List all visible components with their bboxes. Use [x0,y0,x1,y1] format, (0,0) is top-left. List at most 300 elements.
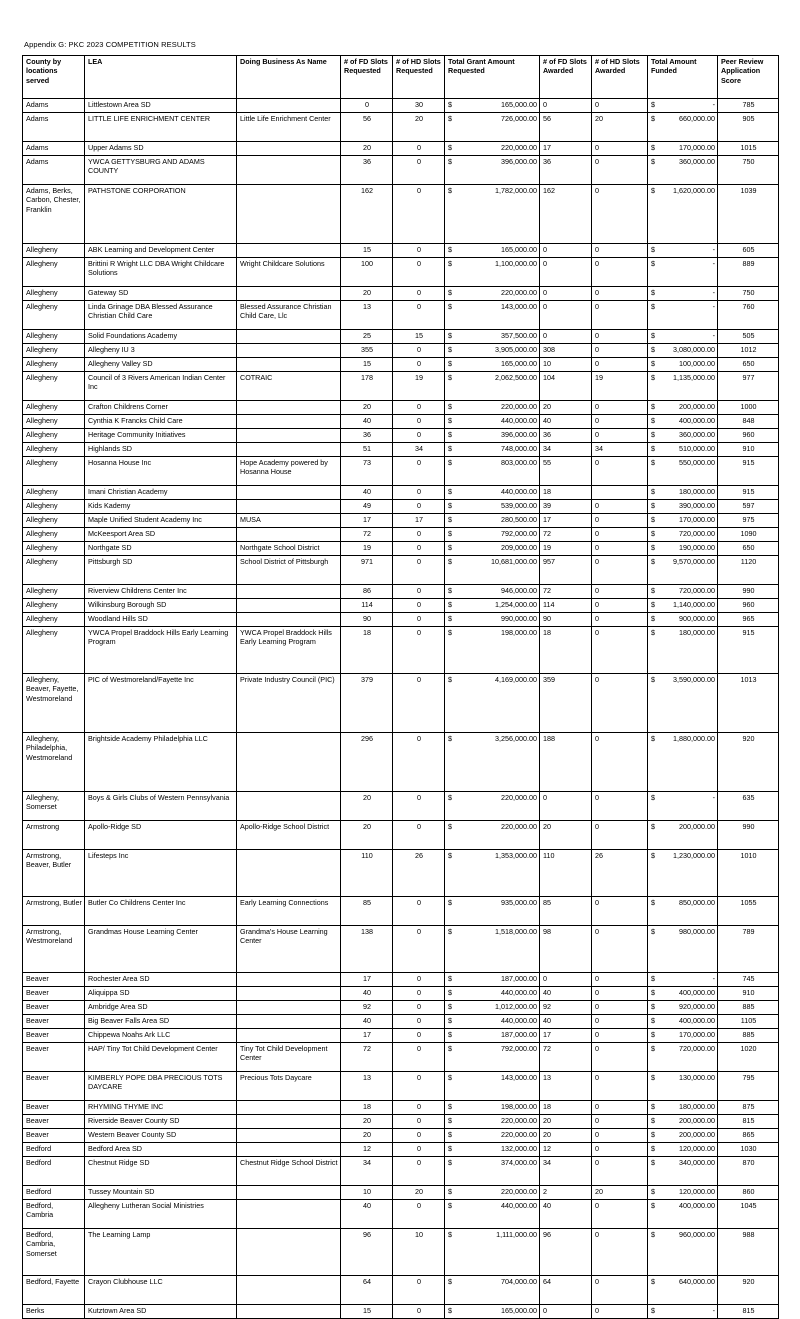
cell-total-amount-funded: $ 120,000.00 [648,1143,718,1157]
cell-fd-slots-requested: 49 [341,500,393,514]
cell-hd-slots-awarded: 0 [592,500,648,514]
cell-total-grant-requested: $ 792,000.00 [445,528,540,542]
cell-peer-review-score: 965 [718,613,779,627]
cell-hd-slots-awarded: 0 [592,244,648,258]
cell-hd-slots-awarded: 0 [592,733,648,792]
cell-lea: Brittini R Wright LLC DBA Wright Childcare Solutions [85,258,237,287]
cell-fd-slots-requested: 110 [341,850,393,897]
table-row [23,500,779,514]
cell-lea: Solid Foundations Academy [85,330,237,344]
cell-fd-slots-requested: 17 [341,973,393,987]
cell-lea: Allegheny Lutheran Social Ministries [85,1200,237,1229]
cell-fd-slots-awarded: 18 [540,627,592,674]
cell-peer-review-score: 865 [718,1129,779,1143]
cell-total-grant-requested: $ 220,000.00 [445,401,540,415]
cell-hd-slots-awarded: 0 [592,542,648,556]
cell-county: Beaver [23,1015,85,1029]
cell-county: Allegheny [23,301,85,330]
table-row [23,733,779,792]
cell-peer-review-score: 990 [718,821,779,850]
cell-lea: LITTLE LIFE ENRICHMENT CENTER [85,113,237,142]
cell-county: Allegheny, Somerset [23,792,85,821]
column-header-hd-slots-requested: # of HD Slots Requested [393,56,445,99]
cell-total-grant-requested: $ 10,681,000.00 [445,556,540,585]
cell-fd-slots-requested: 20 [341,1129,393,1143]
cell-peer-review-score: 505 [718,330,779,344]
cell-lea: Butler Co Childrens Center Inc [85,897,237,926]
cell-peer-review-score: 920 [718,1276,779,1305]
cell-county: Allegheny [23,585,85,599]
cell-fd-slots-awarded: 40 [540,1200,592,1229]
cell-hd-slots-awarded: 0 [592,1101,648,1115]
cell-county: Beaver [23,1043,85,1072]
cell-fd-slots-awarded: 17 [540,1029,592,1043]
table-row [23,185,779,244]
cell-fd-slots-awarded: 162 [540,185,592,244]
cell-fd-slots-requested: 13 [341,1072,393,1101]
cell-peer-review-score: 815 [718,1305,779,1319]
cell-total-amount-funded: $ 170,000.00 [648,1029,718,1043]
cell-dba [237,486,341,500]
cell-total-grant-requested: $ 280,500.00 [445,514,540,528]
cell-dba [237,613,341,627]
cell-dba [237,500,341,514]
cell-hd-slots-awarded: 0 [592,1115,648,1129]
cell-dba [237,1101,341,1115]
cell-county: Beaver [23,987,85,1001]
cell-fd-slots-awarded: 104 [540,372,592,401]
cell-hd-slots-awarded: 0 [592,792,648,821]
cell-dba: Private Industry Council (PIC) [237,674,341,733]
cell-total-grant-requested: $ 440,000.00 [445,1200,540,1229]
cell-lea: Chestnut Ridge SD [85,1157,237,1186]
cell-total-amount-funded: $ 720,000.00 [648,528,718,542]
table-row [23,926,779,973]
cell-fd-slots-awarded: 20 [540,1115,592,1129]
cell-dba [237,973,341,987]
cell-total-grant-requested: $ 374,000.00 [445,1157,540,1186]
table-row [23,443,779,457]
cell-total-amount-funded: $ 120,000.00 [648,1186,718,1200]
cell-total-amount-funded: $ - [648,330,718,344]
cell-fd-slots-awarded: 12 [540,1143,592,1157]
cell-peer-review-score: 848 [718,415,779,429]
cell-peer-review-score: 1055 [718,897,779,926]
cell-hd-slots-awarded: 0 [592,1229,648,1276]
cell-total-grant-requested: $ 726,000.00 [445,113,540,142]
cell-hd-slots-requested: 0 [393,599,445,613]
cell-total-grant-requested: $ 220,000.00 [445,1186,540,1200]
cell-total-grant-requested: $ 220,000.00 [445,1129,540,1143]
cell-total-amount-funded: $ 960,000.00 [648,1229,718,1276]
table-row [23,528,779,542]
cell-total-amount-funded: $ - [648,792,718,821]
cell-lea: Riverside Beaver County SD [85,1115,237,1129]
cell-dba [237,1015,341,1029]
cell-total-amount-funded: $ 180,000.00 [648,627,718,674]
cell-hd-slots-awarded: 20 [592,1186,648,1200]
cell-county: Allegheny [23,514,85,528]
table-row [23,556,779,585]
cell-total-amount-funded: $ 170,000.00 [648,142,718,156]
cell-hd-slots-awarded: 0 [592,1015,648,1029]
cell-peer-review-score: 915 [718,627,779,674]
cell-dba [237,1186,341,1200]
cell-hd-slots-requested: 20 [393,1186,445,1200]
cell-total-amount-funded: $ 640,000.00 [648,1276,718,1305]
cell-dba: Blessed Assurance Christian Child Care, Llc [237,301,341,330]
cell-fd-slots-requested: 40 [341,1200,393,1229]
cell-hd-slots-awarded: 0 [592,330,648,344]
cell-county: Allegheny [23,457,85,486]
cell-hd-slots-awarded: 0 [592,1029,648,1043]
table-row [23,627,779,674]
cell-hd-slots-requested: 0 [393,301,445,330]
cell-peer-review-score: 975 [718,514,779,528]
cell-lea: Northgate SD [85,542,237,556]
cell-total-amount-funded: $ 200,000.00 [648,1115,718,1129]
cell-hd-slots-awarded: 0 [592,142,648,156]
cell-fd-slots-requested: 92 [341,1001,393,1015]
cell-hd-slots-requested: 0 [393,244,445,258]
table-row [23,1143,779,1157]
cell-total-amount-funded: $ 130,000.00 [648,1072,718,1101]
cell-total-grant-requested: $ 220,000.00 [445,821,540,850]
cell-fd-slots-requested: 20 [341,792,393,821]
cell-peer-review-score: 988 [718,1229,779,1276]
cell-fd-slots-requested: 12 [341,1143,393,1157]
cell-total-grant-requested: $ 165,000.00 [445,358,540,372]
cell-total-amount-funded: $ - [648,1305,718,1319]
cell-fd-slots-requested: 18 [341,1101,393,1115]
cell-fd-slots-requested: 56 [341,113,393,142]
table-row [23,542,779,556]
cell-peer-review-score: 905 [718,113,779,142]
cell-lea: McKeesport Area SD [85,528,237,542]
cell-hd-slots-requested: 0 [393,1305,445,1319]
cell-peer-review-score: 885 [718,1029,779,1043]
cell-lea: Apollo-Ridge SD [85,821,237,850]
cell-fd-slots-requested: 15 [341,244,393,258]
cell-hd-slots-awarded: 0 [592,926,648,973]
cell-peer-review-score: 650 [718,358,779,372]
cell-county: Allegheny [23,372,85,401]
cell-dba [237,415,341,429]
cell-county: Allegheny [23,556,85,585]
cell-total-grant-requested: $ 198,000.00 [445,627,540,674]
cell-fd-slots-awarded: 13 [540,1072,592,1101]
cell-hd-slots-requested: 0 [393,792,445,821]
cell-county: Beaver [23,1101,85,1115]
cell-lea: Allegheny Valley SD [85,358,237,372]
cell-fd-slots-awarded: 64 [540,1276,592,1305]
cell-total-amount-funded: $ 550,000.00 [648,457,718,486]
cell-hd-slots-requested: 0 [393,401,445,415]
table-row [23,486,779,500]
cell-total-amount-funded: $ 180,000.00 [648,1101,718,1115]
cell-fd-slots-requested: 296 [341,733,393,792]
table-row [23,344,779,358]
cell-hd-slots-requested: 0 [393,344,445,358]
cell-hd-slots-requested: 0 [393,1157,445,1186]
cell-lea: Brightside Academy Philadelphia LLC [85,733,237,792]
cell-total-grant-requested: $ 440,000.00 [445,415,540,429]
cell-total-amount-funded: $ 100,000.00 [648,358,718,372]
cell-hd-slots-requested: 0 [393,987,445,1001]
cell-hd-slots-awarded: 0 [592,1129,648,1143]
table-row [23,99,779,113]
cell-fd-slots-requested: 40 [341,987,393,1001]
cell-fd-slots-requested: 40 [341,486,393,500]
cell-fd-slots-awarded: 0 [540,244,592,258]
column-header-total-amount-funded: Total Amount Funded [648,56,718,99]
cell-fd-slots-awarded: 36 [540,156,592,185]
cell-fd-slots-requested: 19 [341,542,393,556]
cell-total-amount-funded: $ 400,000.00 [648,1015,718,1029]
cell-total-grant-requested: $ 132,000.00 [445,1143,540,1157]
cell-peer-review-score: 977 [718,372,779,401]
cell-dba [237,1029,341,1043]
cell-lea: Bedford Area SD [85,1143,237,1157]
cell-hd-slots-awarded: 0 [592,514,648,528]
cell-peer-review-score: 1090 [718,528,779,542]
cell-lea: ABK Learning and Development Center [85,244,237,258]
cell-total-amount-funded: $ 3,080,000.00 [648,344,718,358]
cell-fd-slots-awarded: 308 [540,344,592,358]
cell-fd-slots-awarded: 0 [540,99,592,113]
cell-hd-slots-awarded: 0 [592,973,648,987]
table-row [23,973,779,987]
cell-dba: Chestnut Ridge School District [237,1157,341,1186]
cell-county: Allegheny [23,542,85,556]
cell-total-grant-requested: $ 209,000.00 [445,542,540,556]
cell-lea: YWCA Propel Braddock Hills Early Learning Program [85,627,237,674]
cell-peer-review-score: 920 [718,733,779,792]
cell-hd-slots-awarded: 0 [592,1157,648,1186]
cell-dba [237,287,341,301]
column-header-county: County by locations served [23,56,85,99]
cell-county: Allegheny [23,344,85,358]
cell-lea: HAP/ Tiny Tot Child Development Center [85,1043,237,1072]
cell-fd-slots-awarded: 0 [540,792,592,821]
cell-lea: Grandmas House Learning Center [85,926,237,973]
cell-county: Bedford, Cambria, Somerset [23,1229,85,1276]
cell-dba: Early Learning Connections [237,897,341,926]
cell-fd-slots-requested: 18 [341,627,393,674]
cell-total-amount-funded: $ - [648,99,718,113]
cell-dba [237,443,341,457]
cell-county: Allegheny [23,500,85,514]
cell-lea: Big Beaver Falls Area SD [85,1015,237,1029]
cell-hd-slots-requested: 34 [393,443,445,457]
cell-hd-slots-awarded: 0 [592,1072,648,1101]
column-header-total-grant-requested: Total Grant Amount Requested [445,56,540,99]
cell-hd-slots-requested: 19 [393,372,445,401]
cell-peer-review-score: 815 [718,1115,779,1129]
cell-peer-review-score: 785 [718,99,779,113]
column-header-hd-slots-awarded: # of HD Slots Awarded [592,56,648,99]
cell-fd-slots-awarded: 0 [540,1305,592,1319]
cell-fd-slots-awarded: 18 [540,1101,592,1115]
cell-total-grant-requested: $ 1,518,000.00 [445,926,540,973]
cell-fd-slots-requested: 17 [341,514,393,528]
cell-lea: Crayon Clubhouse LLC [85,1276,237,1305]
cell-dba [237,344,341,358]
cell-fd-slots-awarded: 114 [540,599,592,613]
cell-total-grant-requested: $ 220,000.00 [445,142,540,156]
cell-peer-review-score: 1030 [718,1143,779,1157]
cell-fd-slots-awarded: 34 [540,443,592,457]
cell-peer-review-score: 1000 [718,401,779,415]
cell-dba [237,1115,341,1129]
cell-total-grant-requested: $ 357,500.00 [445,330,540,344]
cell-total-grant-requested: $ 440,000.00 [445,1015,540,1029]
cell-hd-slots-requested: 0 [393,258,445,287]
cell-lea: PIC of Westmoreland/Fayette Inc [85,674,237,733]
cell-fd-slots-awarded: 2 [540,1186,592,1200]
cell-total-amount-funded: $ 510,000.00 [648,443,718,457]
cell-fd-slots-awarded: 36 [540,429,592,443]
cell-county: Adams [23,156,85,185]
cell-hd-slots-requested: 30 [393,99,445,113]
cell-hd-slots-requested: 0 [393,486,445,500]
cell-lea: Gateway SD [85,287,237,301]
cell-lea: Tussey Mountain SD [85,1186,237,1200]
cell-hd-slots-requested: 0 [393,1276,445,1305]
table-row [23,244,779,258]
cell-fd-slots-requested: 90 [341,613,393,627]
cell-county: Beaver [23,1115,85,1129]
cell-total-grant-requested: $ 1,111,000.00 [445,1229,540,1276]
cell-total-grant-requested: $ 792,000.00 [445,1043,540,1072]
cell-total-grant-requested: $ 2,062,500.00 [445,372,540,401]
cell-fd-slots-requested: 10 [341,1186,393,1200]
column-header-dba: Doing Business As Name [237,56,341,99]
cell-total-grant-requested: $ 440,000.00 [445,987,540,1001]
table-row [23,792,779,821]
cell-fd-slots-requested: 85 [341,897,393,926]
cell-total-amount-funded: $ 1,880,000.00 [648,733,718,792]
cell-lea: Pittsburgh SD [85,556,237,585]
cell-fd-slots-awarded: 55 [540,457,592,486]
cell-lea: Council of 3 Rivers American Indian Center Inc [85,372,237,401]
cell-county: Allegheny [23,401,85,415]
cell-total-grant-requested: $ 396,000.00 [445,156,540,185]
table-row [23,401,779,415]
cell-lea: YWCA GETTYSBURG AND ADAMS COUNTY [85,156,237,185]
cell-lea: Allegheny IU 3 [85,344,237,358]
cell-hd-slots-requested: 0 [393,926,445,973]
cell-dba [237,142,341,156]
cell-hd-slots-awarded: 0 [592,585,648,599]
table-row [23,987,779,1001]
cell-fd-slots-awarded: 40 [540,415,592,429]
cell-fd-slots-requested: 36 [341,156,393,185]
cell-total-grant-requested: $ 198,000.00 [445,1101,540,1115]
table-row [23,113,779,142]
cell-lea: Wilkinsburg Borough SD [85,599,237,613]
cell-hd-slots-awarded: 34 [592,443,648,457]
cell-hd-slots-awarded: 0 [592,1305,648,1319]
cell-peer-review-score: 789 [718,926,779,973]
cell-peer-review-score: 750 [718,287,779,301]
cell-fd-slots-awarded: 17 [540,514,592,528]
cell-total-grant-requested: $ 946,000.00 [445,585,540,599]
cell-peer-review-score: 1045 [718,1200,779,1229]
cell-fd-slots-awarded: 10 [540,358,592,372]
cell-hd-slots-awarded: 0 [592,99,648,113]
cell-lea: Imani Christian Academy [85,486,237,500]
cell-dba [237,429,341,443]
table-row [23,1305,779,1319]
cell-lea: Kutztown Area SD [85,1305,237,1319]
cell-lea: Chippewa Noahs Ark LLC [85,1029,237,1043]
cell-total-amount-funded: $ 170,000.00 [648,514,718,528]
cell-total-amount-funded: $ 660,000.00 [648,113,718,142]
cell-hd-slots-requested: 0 [393,1029,445,1043]
cell-total-grant-requested: $ 165,000.00 [445,244,540,258]
cell-hd-slots-awarded: 0 [592,674,648,733]
cell-fd-slots-awarded: 96 [540,1229,592,1276]
cell-total-amount-funded: $ 9,570,000.00 [648,556,718,585]
cell-fd-slots-awarded: 0 [540,287,592,301]
table-row [23,1029,779,1043]
cell-hd-slots-requested: 0 [393,528,445,542]
cell-hd-slots-requested: 0 [393,156,445,185]
cell-county: Beaver [23,1129,85,1143]
cell-total-amount-funded: $ 360,000.00 [648,156,718,185]
cell-total-grant-requested: $ 187,000.00 [445,973,540,987]
cell-total-amount-funded: $ 200,000.00 [648,1129,718,1143]
cell-total-grant-requested: $ 1,254,000.00 [445,599,540,613]
cell-county: Allegheny, Philadelphia, Westmoreland [23,733,85,792]
cell-hd-slots-requested: 0 [393,1200,445,1229]
cell-fd-slots-requested: 86 [341,585,393,599]
cell-fd-slots-requested: 178 [341,372,393,401]
cell-lea: Cynthia K Francks Child Care [85,415,237,429]
table-row [23,287,779,301]
cell-dba [237,1200,341,1229]
cell-total-amount-funded: $ 400,000.00 [648,1200,718,1229]
cell-total-amount-funded: $ 200,000.00 [648,401,718,415]
cell-peer-review-score: 760 [718,301,779,330]
cell-hd-slots-requested: 0 [393,142,445,156]
cell-peer-review-score: 745 [718,973,779,987]
table-body [23,99,779,1319]
cell-total-amount-funded: $ 390,000.00 [648,500,718,514]
cell-total-grant-requested: $ 935,000.00 [445,897,540,926]
cell-county: Allegheny [23,244,85,258]
table-row [23,1015,779,1029]
cell-fd-slots-awarded: 0 [540,258,592,287]
cell-dba: Precious Tots Daycare [237,1072,341,1101]
cell-hd-slots-requested: 0 [393,1001,445,1015]
cell-dba [237,850,341,897]
cell-fd-slots-awarded: 0 [540,973,592,987]
cell-county: Armstrong, Beaver, Butler [23,850,85,897]
column-header-fd-slots-requested: # of FD Slots Requested [341,56,393,99]
cell-county: Bedford [23,1143,85,1157]
cell-fd-slots-awarded: 39 [540,500,592,514]
cell-fd-slots-awarded: 20 [540,1129,592,1143]
table-row [23,821,779,850]
cell-lea: Western Beaver County SD [85,1129,237,1143]
cell-county: Adams, Berks, Carbon, Chester, Franklin [23,185,85,244]
cell-county: Allegheny [23,627,85,674]
cell-lea: Ambridge Area SD [85,1001,237,1015]
cell-dba: YWCA Propel Braddock Hills Early Learning Program [237,627,341,674]
table-row [23,258,779,287]
